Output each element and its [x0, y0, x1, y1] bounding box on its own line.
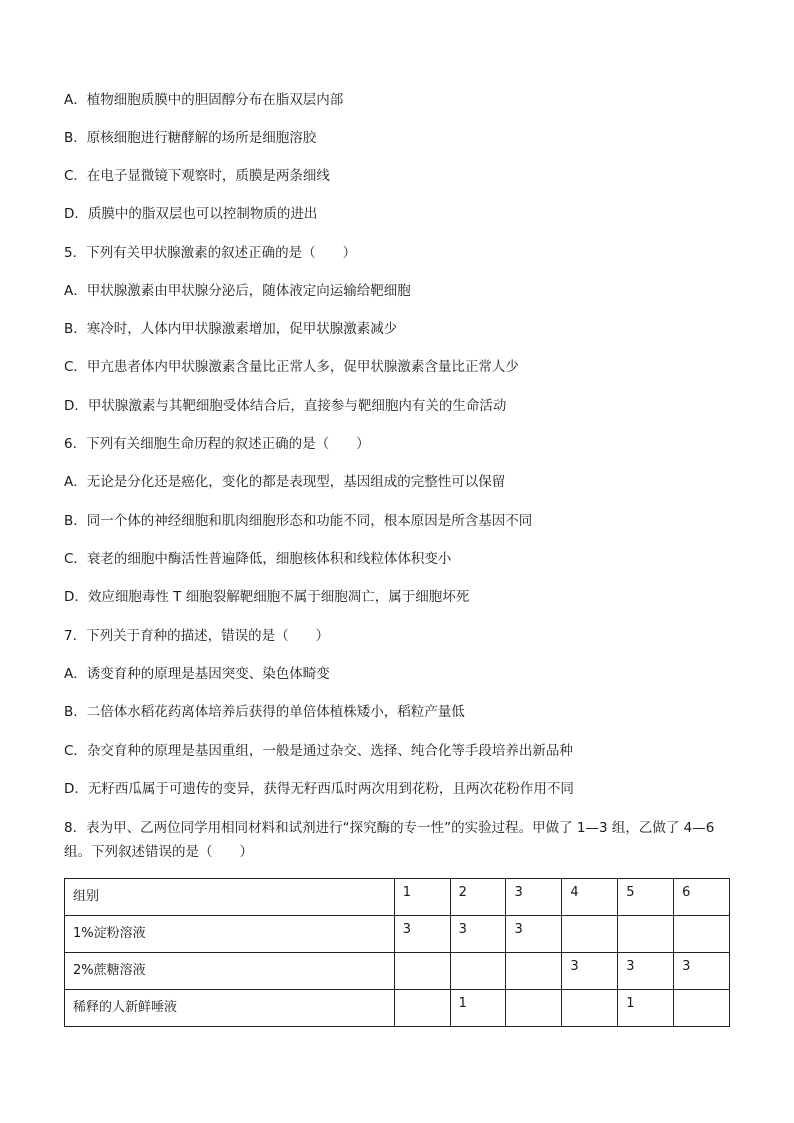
table-cell [674, 916, 730, 953]
q4-option-b: B．原核细胞进行糖酵解的场所是细胞溶胶 [64, 130, 317, 146]
q5-stem: 5．下列有关甲状腺激素的叙述正确的是（ ） [64, 245, 357, 261]
table-cell [674, 990, 730, 1027]
q6-option-b: B．同一个体的神经细胞和肌肉细胞形态和功能不同，根本原因是所含基因不同 [64, 513, 533, 529]
table-row [65, 916, 730, 953]
q6-stem: 6．下列有关细胞生命历程的叙述正确的是（ ） [64, 436, 370, 452]
table-cell: 2%蔗糖溶液 [65, 953, 395, 990]
table-header-cell: 1 [394, 879, 450, 916]
table-cell [450, 953, 506, 990]
table-cell [562, 916, 618, 953]
table-row [65, 990, 730, 1027]
table-header-cell: 2 [450, 879, 506, 916]
table-cell: 稀释的人新鲜唾液 [65, 990, 395, 1027]
table-cell [394, 953, 450, 990]
table-header-cell: 组别 [65, 879, 395, 916]
q5-option-b: B．寒冷时，人体内甲状腺激素增加，促甲状腺激素减少 [64, 321, 398, 337]
table-header-cell: 5 [618, 879, 674, 916]
q5-option-d: D．甲状腺激素与其靶细胞受体结合后，直接参与靶细胞内有关的生命活动 [64, 398, 507, 414]
q7-option-d: D．无籽西瓜属于可遗传的变异，获得无籽西瓜时两次用到花粉，且两次花粉作用不同 [64, 781, 574, 797]
table-cell: 3 [618, 953, 674, 990]
table-header-cell: 3 [506, 879, 562, 916]
table-cell: 3 [562, 953, 618, 990]
table-cell: 1 [450, 990, 506, 1027]
table-cell: 3 [506, 916, 562, 953]
experiment-table [64, 878, 730, 1027]
table-header-cell: 6 [674, 879, 730, 916]
table-cell: 3 [674, 953, 730, 990]
q8-stem: 8．表为甲、乙两位同学用相同材料和试剂进行“探究酶的专一性”的实验过程。甲做了 1—3 组，乙做了 4—6 组。下列叙述错误的是（ ） [64, 820, 715, 860]
table-cell [506, 953, 562, 990]
table-cell: 3 [394, 916, 450, 953]
q6-option-d: D．效应细胞毒性 T 细胞裂解靶细胞不属于细胞凋亡，属于细胞坏死 [64, 589, 470, 605]
q7-option-b: B．二倍体水稻花药离体培养后获得的单倍体植株矮小，稻粒产量低 [64, 704, 465, 720]
q7-option-c: C．杂交育种的原理是基因重组，一般是通过杂交、选择、纯合化等手段培养出新品种 [64, 743, 573, 759]
table-cell [562, 990, 618, 1027]
q4-option-a: A．植物细胞质膜中的胆固醇分布在脂双层内部 [64, 92, 344, 108]
table-header-row [65, 879, 730, 916]
q5-option-c: C．甲亢患者体内甲状腺激素含量比正常人多，促甲状腺激素含量比正常人少 [64, 359, 519, 375]
table-cell: 1 [618, 990, 674, 1027]
q6-option-a: A．无论是分化还是癌化，变化的都是表现型，基因组成的完整性可以保留 [64, 474, 506, 490]
q4-option-d: D．质膜中的脂双层也可以控制物质的进出 [64, 206, 318, 222]
table-cell [506, 990, 562, 1027]
q7-stem: 7．下列关于育种的描述，错误的是（ ） [64, 628, 330, 644]
table-cell [618, 916, 674, 953]
q7-option-a: A．诱变育种的原理是基因突变、染色体畸变 [64, 666, 330, 682]
table-header-cell: 4 [562, 879, 618, 916]
q6-option-c: C．衰老的细胞中酶活性普遍降低，细胞核体积和线粒体体积变小 [64, 551, 452, 567]
q4-option-c: C．在电子显微镜下观察时，质膜是两条细线 [64, 168, 330, 184]
table-row [65, 953, 730, 990]
table-cell [394, 990, 450, 1027]
table-cell: 1%淀粉溶液 [65, 916, 395, 953]
q5-option-a: A．甲状腺激素由甲状腺分泌后，随体液定向运输给靶细胞 [64, 283, 411, 299]
table-cell: 3 [450, 916, 506, 953]
